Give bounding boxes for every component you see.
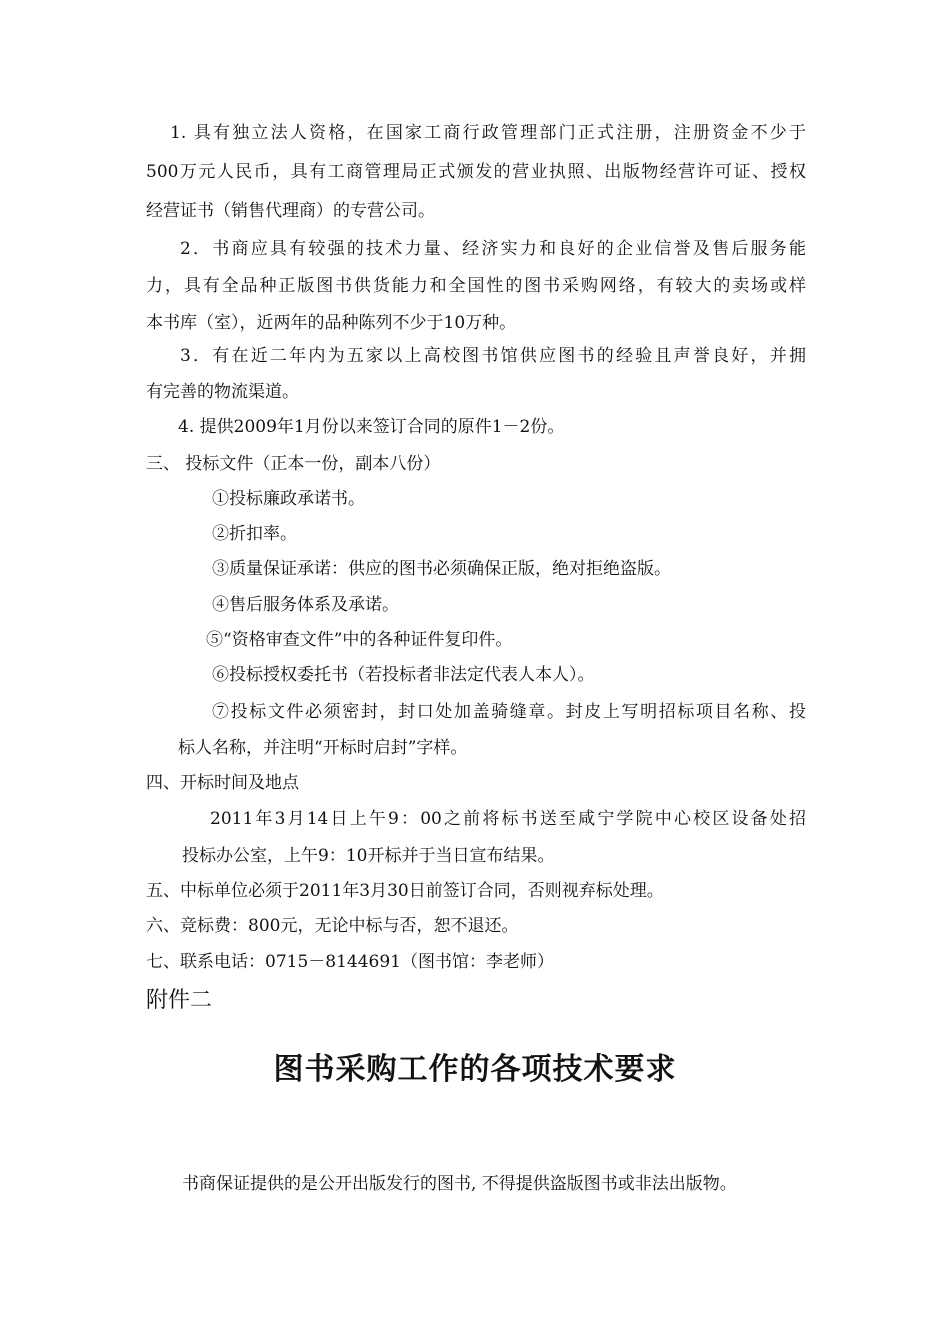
list-item: ③质量保证承诺：供应的图书必须确保正版，绝对拒绝盗版。 — [212, 559, 671, 579]
paragraph-line: 本书库（室），近两年的品种陈列不少于10万种。 — [146, 313, 517, 333]
list-item: ②折扣率。 — [212, 524, 297, 544]
paragraph-line: 1. 具有独立法人资格，在国家工商行政管理部门正式注册，注册资金不少于 — [170, 123, 806, 143]
section-5: 五、中标单位必须于2011年3月30日前签订合同，否则视弃标处理。 — [146, 881, 664, 901]
list-item: ④售后服务体系及承诺。 — [212, 595, 399, 615]
list-item-continuation: 标人名称，并注明“开标时启封”字样。 — [178, 738, 468, 758]
list-item: ⑥投标授权委托书（若投标者非法定代表人本人）。 — [212, 665, 595, 685]
paragraph-line: 力，具有全品种正版图书供货能力和全国性的图书采购网络，有较大的卖场或样 — [146, 276, 806, 296]
attachment-body: 书商保证提供的是公开出版发行的图书, 不得提供盗版图书或非法出版物。 — [182, 1174, 737, 1194]
section-7: 七、联系电话：0715－8144691（图书馆：李老师） — [146, 952, 554, 972]
list-item: ⑦投标文件必须密封，封口处加盖骑缝章。封皮上写明招标项目名称、投 — [212, 702, 806, 722]
attachment-title: 图书采购工作的各项技术要求 — [273, 1052, 677, 1087]
paragraph-line: 500万元人民币，具有工商管理局正式颁发的营业执照、出版物经营许可证、授权 — [146, 162, 806, 182]
attachment-label: 附件二 — [146, 988, 213, 1013]
qualification-item-4: 4. 提供2009年1月份以来签订合同的原件1－2份。 — [178, 417, 565, 437]
paragraph-line: 3．有在近二年内为五家以上高校图书馆供应图书的经验且声誉良好，并拥 — [180, 346, 806, 366]
list-item: ①投标廉政承诺书。 — [212, 489, 365, 509]
paragraph-line: 2011年3月14日上午9：00之前将标书送至咸宁学院中心校区设备处招 — [210, 809, 806, 829]
paragraph-line: 2．书商应具有较强的技术力量、经济实力和良好的企业信誉及售后服务能 — [180, 239, 806, 259]
section-6: 六、竞标费：800元，无论中标与否，恕不退还。 — [146, 916, 519, 936]
list-item: ⑤“资格审查文件”中的各种证件复印件。 — [206, 630, 513, 650]
paragraph-line: 投标办公室，上午9：10开标并于当日宣布结果。 — [182, 846, 555, 866]
paragraph-line: 经营证书（销售代理商）的专营公司。 — [146, 201, 435, 221]
section-4-heading: 四、开标时间及地点 — [146, 773, 299, 793]
paragraph-line: 有完善的物流渠道。 — [146, 382, 299, 402]
section-3-heading: 三、 投标文件（正本一份，副本八份） — [146, 454, 441, 474]
